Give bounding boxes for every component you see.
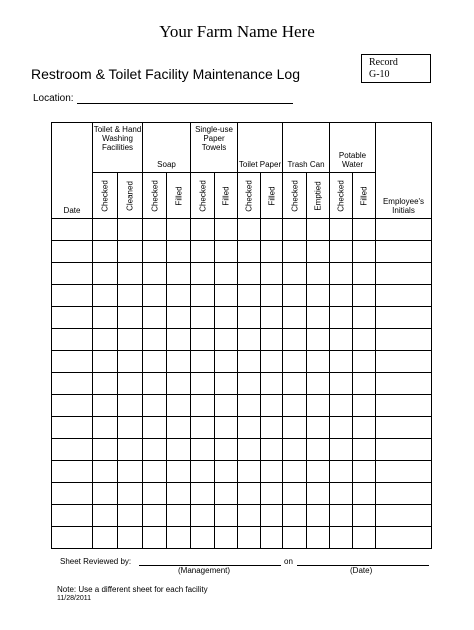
check-cell[interactable] <box>215 505 238 527</box>
maintenance-log-table <box>51 122 432 549</box>
check-cell[interactable] <box>167 527 191 549</box>
check-cell[interactable] <box>143 263 167 285</box>
check-cell[interactable] <box>167 395 191 417</box>
check-cell[interactable] <box>143 461 167 483</box>
subheader-checked: Checked <box>143 173 167 219</box>
check-cell[interactable] <box>191 527 215 549</box>
table-row <box>52 461 432 483</box>
check-cell[interactable] <box>191 461 215 483</box>
check-cell[interactable] <box>283 373 307 395</box>
on-label: on <box>284 557 293 566</box>
initials-cell[interactable] <box>376 527 432 549</box>
group-header-soap: Soap <box>143 123 191 173</box>
check-cell[interactable] <box>261 439 283 461</box>
check-cell[interactable] <box>330 307 353 329</box>
check-cell[interactable] <box>93 329 118 351</box>
table-row <box>52 417 432 439</box>
check-cell[interactable] <box>330 483 353 505</box>
check-cell[interactable] <box>307 329 330 351</box>
date-cell[interactable] <box>52 483 93 505</box>
check-cell[interactable] <box>191 263 215 285</box>
initials-cell[interactable] <box>376 351 432 373</box>
check-cell[interactable] <box>353 329 376 351</box>
record-box <box>361 54 431 83</box>
check-cell[interactable] <box>215 373 238 395</box>
group-header-potable-water: Potable Water <box>330 123 376 173</box>
check-cell[interactable] <box>118 527 143 549</box>
check-cell[interactable] <box>191 219 215 241</box>
check-cell[interactable] <box>191 285 215 307</box>
check-cell[interactable] <box>167 241 191 263</box>
check-cell[interactable] <box>238 505 261 527</box>
check-cell[interactable] <box>238 329 261 351</box>
check-cell[interactable] <box>261 483 283 505</box>
log-title: Restroom & Toilet Facility Maintenance Log <box>31 66 300 82</box>
check-cell[interactable] <box>118 483 143 505</box>
check-cell[interactable] <box>330 351 353 373</box>
check-cell[interactable] <box>143 351 167 373</box>
initials-cell[interactable] <box>376 307 432 329</box>
check-cell[interactable] <box>118 417 143 439</box>
date-cell[interactable] <box>52 219 93 241</box>
check-cell[interactable] <box>118 395 143 417</box>
check-cell[interactable] <box>215 285 238 307</box>
check-cell[interactable] <box>143 307 167 329</box>
date-cell[interactable] <box>52 439 93 461</box>
initials-cell[interactable] <box>376 285 432 307</box>
record-code: G-10 <box>369 69 390 80</box>
check-cell[interactable] <box>353 483 376 505</box>
check-cell[interactable] <box>118 329 143 351</box>
check-cell[interactable] <box>283 527 307 549</box>
subheader-checked: Checked <box>191 173 215 219</box>
check-cell[interactable] <box>167 483 191 505</box>
date-column-header: Date <box>52 123 93 219</box>
check-cell[interactable] <box>167 373 191 395</box>
check-cell[interactable] <box>143 483 167 505</box>
date-cell[interactable] <box>52 417 93 439</box>
subheader-filled: Filled <box>167 173 191 219</box>
check-cell[interactable] <box>261 417 283 439</box>
check-cell[interactable] <box>238 219 261 241</box>
date-cell[interactable] <box>52 395 93 417</box>
check-cell[interactable] <box>353 417 376 439</box>
location-label: Location: <box>33 93 74 104</box>
date-cell[interactable] <box>52 527 93 549</box>
table-row <box>52 439 432 461</box>
check-cell[interactable] <box>283 219 307 241</box>
date-cell[interactable] <box>52 329 93 351</box>
check-cell[interactable] <box>353 219 376 241</box>
table-row <box>52 351 432 373</box>
check-cell[interactable] <box>330 219 353 241</box>
check-cell[interactable] <box>261 351 283 373</box>
check-cell[interactable] <box>353 285 376 307</box>
check-cell[interactable] <box>167 285 191 307</box>
check-cell[interactable] <box>238 285 261 307</box>
facility-note: Note: Use a different sheet for each facility <box>57 585 208 594</box>
subheader-emptied: Emptied <box>307 173 330 219</box>
table-row <box>52 219 432 241</box>
check-cell[interactable] <box>330 439 353 461</box>
check-cell[interactable] <box>191 307 215 329</box>
check-cell[interactable] <box>307 285 330 307</box>
check-cell[interactable] <box>93 307 118 329</box>
check-cell[interactable] <box>283 307 307 329</box>
initials-cell[interactable] <box>376 483 432 505</box>
check-cell[interactable] <box>93 439 118 461</box>
check-cell[interactable] <box>191 417 215 439</box>
check-cell[interactable] <box>261 461 283 483</box>
check-cell[interactable] <box>167 307 191 329</box>
table-row <box>52 263 432 285</box>
date-cell[interactable] <box>52 351 93 373</box>
subheader-checked: Checked <box>238 173 261 219</box>
check-cell[interactable] <box>330 373 353 395</box>
check-cell[interactable] <box>307 439 330 461</box>
record-label: Record <box>369 57 398 68</box>
initials-cell[interactable] <box>376 417 432 439</box>
table-row <box>52 329 432 351</box>
check-cell[interactable] <box>307 461 330 483</box>
check-cell[interactable] <box>307 417 330 439</box>
check-cell[interactable] <box>307 527 330 549</box>
subheader-filled: Filled <box>215 173 238 219</box>
check-cell[interactable] <box>167 329 191 351</box>
check-cell[interactable] <box>238 483 261 505</box>
initials-cell[interactable] <box>376 461 432 483</box>
check-cell[interactable] <box>330 241 353 263</box>
date-cell[interactable] <box>52 461 93 483</box>
check-cell[interactable] <box>118 461 143 483</box>
check-cell[interactable] <box>93 461 118 483</box>
check-cell[interactable] <box>143 417 167 439</box>
check-cell[interactable] <box>330 527 353 549</box>
initials-column-header: Employee's Initials <box>376 123 432 219</box>
check-cell[interactable] <box>191 373 215 395</box>
check-cell[interactable] <box>143 505 167 527</box>
check-cell[interactable] <box>261 395 283 417</box>
check-cell[interactable] <box>143 329 167 351</box>
check-cell[interactable] <box>167 417 191 439</box>
check-cell[interactable] <box>353 307 376 329</box>
check-cell[interactable] <box>238 461 261 483</box>
check-cell[interactable] <box>215 351 238 373</box>
check-cell[interactable] <box>238 307 261 329</box>
check-cell[interactable] <box>353 505 376 527</box>
check-cell[interactable] <box>93 505 118 527</box>
check-cell[interactable] <box>215 219 238 241</box>
check-cell[interactable] <box>353 373 376 395</box>
check-cell[interactable] <box>93 285 118 307</box>
check-cell[interactable] <box>118 307 143 329</box>
check-cell[interactable] <box>330 505 353 527</box>
check-cell[interactable] <box>93 483 118 505</box>
table-row <box>52 527 432 549</box>
table-row <box>52 285 432 307</box>
check-cell[interactable] <box>283 329 307 351</box>
group-header-toilet-paper: Toilet Paper <box>238 123 283 173</box>
check-cell[interactable] <box>143 395 167 417</box>
check-cell[interactable] <box>330 285 353 307</box>
check-cell[interactable] <box>215 395 238 417</box>
check-cell[interactable] <box>283 483 307 505</box>
check-cell[interactable] <box>353 351 376 373</box>
date-cell[interactable] <box>52 285 93 307</box>
check-cell[interactable] <box>261 241 283 263</box>
check-cell[interactable] <box>261 527 283 549</box>
table-row <box>52 483 432 505</box>
check-cell[interactable] <box>191 395 215 417</box>
initials-cell[interactable] <box>376 329 432 351</box>
check-cell[interactable] <box>330 263 353 285</box>
check-cell[interactable] <box>353 527 376 549</box>
check-cell[interactable] <box>215 307 238 329</box>
check-cell[interactable] <box>191 329 215 351</box>
group-header-toilet-facilities: Toilet & Hand Washing Facilities <box>93 123 143 173</box>
check-cell[interactable] <box>353 395 376 417</box>
check-cell[interactable] <box>238 241 261 263</box>
check-cell[interactable] <box>93 395 118 417</box>
check-cell[interactable] <box>167 263 191 285</box>
management-caption: (Management) <box>178 566 231 575</box>
date-cell[interactable] <box>52 505 93 527</box>
check-cell[interactable] <box>238 395 261 417</box>
check-cell[interactable] <box>238 417 261 439</box>
check-cell[interactable] <box>261 373 283 395</box>
check-cell[interactable] <box>307 395 330 417</box>
check-cell[interactable] <box>283 461 307 483</box>
table-row <box>52 241 432 263</box>
check-cell[interactable] <box>93 417 118 439</box>
table-row <box>52 505 432 527</box>
check-cell[interactable] <box>307 505 330 527</box>
check-cell[interactable] <box>118 285 143 307</box>
check-cell[interactable] <box>330 417 353 439</box>
initials-cell[interactable] <box>376 439 432 461</box>
check-cell[interactable] <box>353 263 376 285</box>
check-cell[interactable] <box>238 439 261 461</box>
subheader-checked: Checked <box>283 173 307 219</box>
check-cell[interactable] <box>118 439 143 461</box>
check-cell[interactable] <box>167 505 191 527</box>
check-cell[interactable] <box>215 461 238 483</box>
check-cell[interactable] <box>93 373 118 395</box>
check-cell[interactable] <box>167 439 191 461</box>
check-cell[interactable] <box>118 219 143 241</box>
check-cell[interactable] <box>353 439 376 461</box>
check-cell[interactable] <box>143 527 167 549</box>
check-cell[interactable] <box>93 527 118 549</box>
check-cell[interactable] <box>330 461 353 483</box>
check-cell[interactable] <box>238 263 261 285</box>
check-cell[interactable] <box>261 219 283 241</box>
check-cell[interactable] <box>167 351 191 373</box>
initials-cell[interactable] <box>376 263 432 285</box>
reviewed-by-label: Sheet Reviewed by: <box>60 557 132 566</box>
check-cell[interactable] <box>167 461 191 483</box>
check-cell[interactable] <box>93 241 118 263</box>
initials-cell[interactable] <box>376 241 432 263</box>
revision-date: 11/28/2011 <box>57 595 91 602</box>
check-cell[interactable] <box>353 241 376 263</box>
check-cell[interactable] <box>191 483 215 505</box>
check-cell[interactable] <box>307 307 330 329</box>
check-cell[interactable] <box>353 461 376 483</box>
check-cell[interactable] <box>283 505 307 527</box>
subheader-checked: Checked <box>330 173 353 219</box>
check-cell[interactable] <box>283 417 307 439</box>
table-row <box>52 307 432 329</box>
check-cell[interactable] <box>143 219 167 241</box>
check-cell[interactable] <box>283 263 307 285</box>
group-header-trash-can: Trash Can <box>283 123 330 173</box>
check-cell[interactable] <box>118 351 143 373</box>
subheader-filled: Filled <box>261 173 283 219</box>
initials-cell[interactable] <box>376 373 432 395</box>
check-cell[interactable] <box>215 527 238 549</box>
check-cell[interactable] <box>307 373 330 395</box>
check-cell[interactable] <box>143 241 167 263</box>
check-cell[interactable] <box>261 307 283 329</box>
initials-cell[interactable] <box>376 395 432 417</box>
check-cell[interactable] <box>330 395 353 417</box>
initials-cell[interactable] <box>376 219 432 241</box>
check-cell[interactable] <box>307 219 330 241</box>
check-cell[interactable] <box>215 241 238 263</box>
check-cell[interactable] <box>215 439 238 461</box>
check-cell[interactable] <box>261 505 283 527</box>
check-cell[interactable] <box>283 241 307 263</box>
check-cell[interactable] <box>191 439 215 461</box>
check-cell[interactable] <box>118 241 143 263</box>
check-cell[interactable] <box>283 395 307 417</box>
check-cell[interactable] <box>118 505 143 527</box>
check-cell[interactable] <box>143 373 167 395</box>
check-cell[interactable] <box>283 351 307 373</box>
check-cell[interactable] <box>215 483 238 505</box>
table-row <box>52 395 432 417</box>
check-cell[interactable] <box>143 285 167 307</box>
check-cell[interactable] <box>283 439 307 461</box>
check-cell[interactable] <box>307 483 330 505</box>
check-cell[interactable] <box>191 241 215 263</box>
table-row <box>52 373 432 395</box>
check-cell[interactable] <box>261 285 283 307</box>
date-cell[interactable] <box>52 241 93 263</box>
farm-name-title: Your Farm Name Here <box>159 22 315 41</box>
check-cell[interactable] <box>167 219 191 241</box>
subheader-filled: Filled <box>353 173 376 219</box>
check-cell[interactable] <box>283 285 307 307</box>
check-cell[interactable] <box>307 263 330 285</box>
location-field[interactable] <box>77 103 293 104</box>
check-cell[interactable] <box>191 351 215 373</box>
check-cell[interactable] <box>93 351 118 373</box>
check-cell[interactable] <box>191 505 215 527</box>
check-cell[interactable] <box>261 329 283 351</box>
check-cell[interactable] <box>261 263 283 285</box>
group-header-paper-towels: Single-use Paper Towels <box>191 123 238 173</box>
check-cell[interactable] <box>93 219 118 241</box>
check-cell[interactable] <box>307 241 330 263</box>
check-cell[interactable] <box>143 439 167 461</box>
check-cell[interactable] <box>215 263 238 285</box>
date-cell[interactable] <box>52 307 93 329</box>
check-cell[interactable] <box>330 329 353 351</box>
date-caption: (Date) <box>350 566 373 575</box>
check-cell[interactable] <box>238 527 261 549</box>
date-cell[interactable] <box>52 263 93 285</box>
check-cell[interactable] <box>215 417 238 439</box>
subheader-checked: Checked <box>93 173 118 219</box>
check-cell[interactable] <box>238 351 261 373</box>
check-cell[interactable] <box>238 373 261 395</box>
initials-cell[interactable] <box>376 505 432 527</box>
check-cell[interactable] <box>307 351 330 373</box>
date-cell[interactable] <box>52 373 93 395</box>
check-cell[interactable] <box>93 263 118 285</box>
check-cell[interactable] <box>118 263 143 285</box>
check-cell[interactable] <box>215 329 238 351</box>
check-cell[interactable] <box>118 373 143 395</box>
subheader-cleaned: Cleaned <box>118 173 143 219</box>
